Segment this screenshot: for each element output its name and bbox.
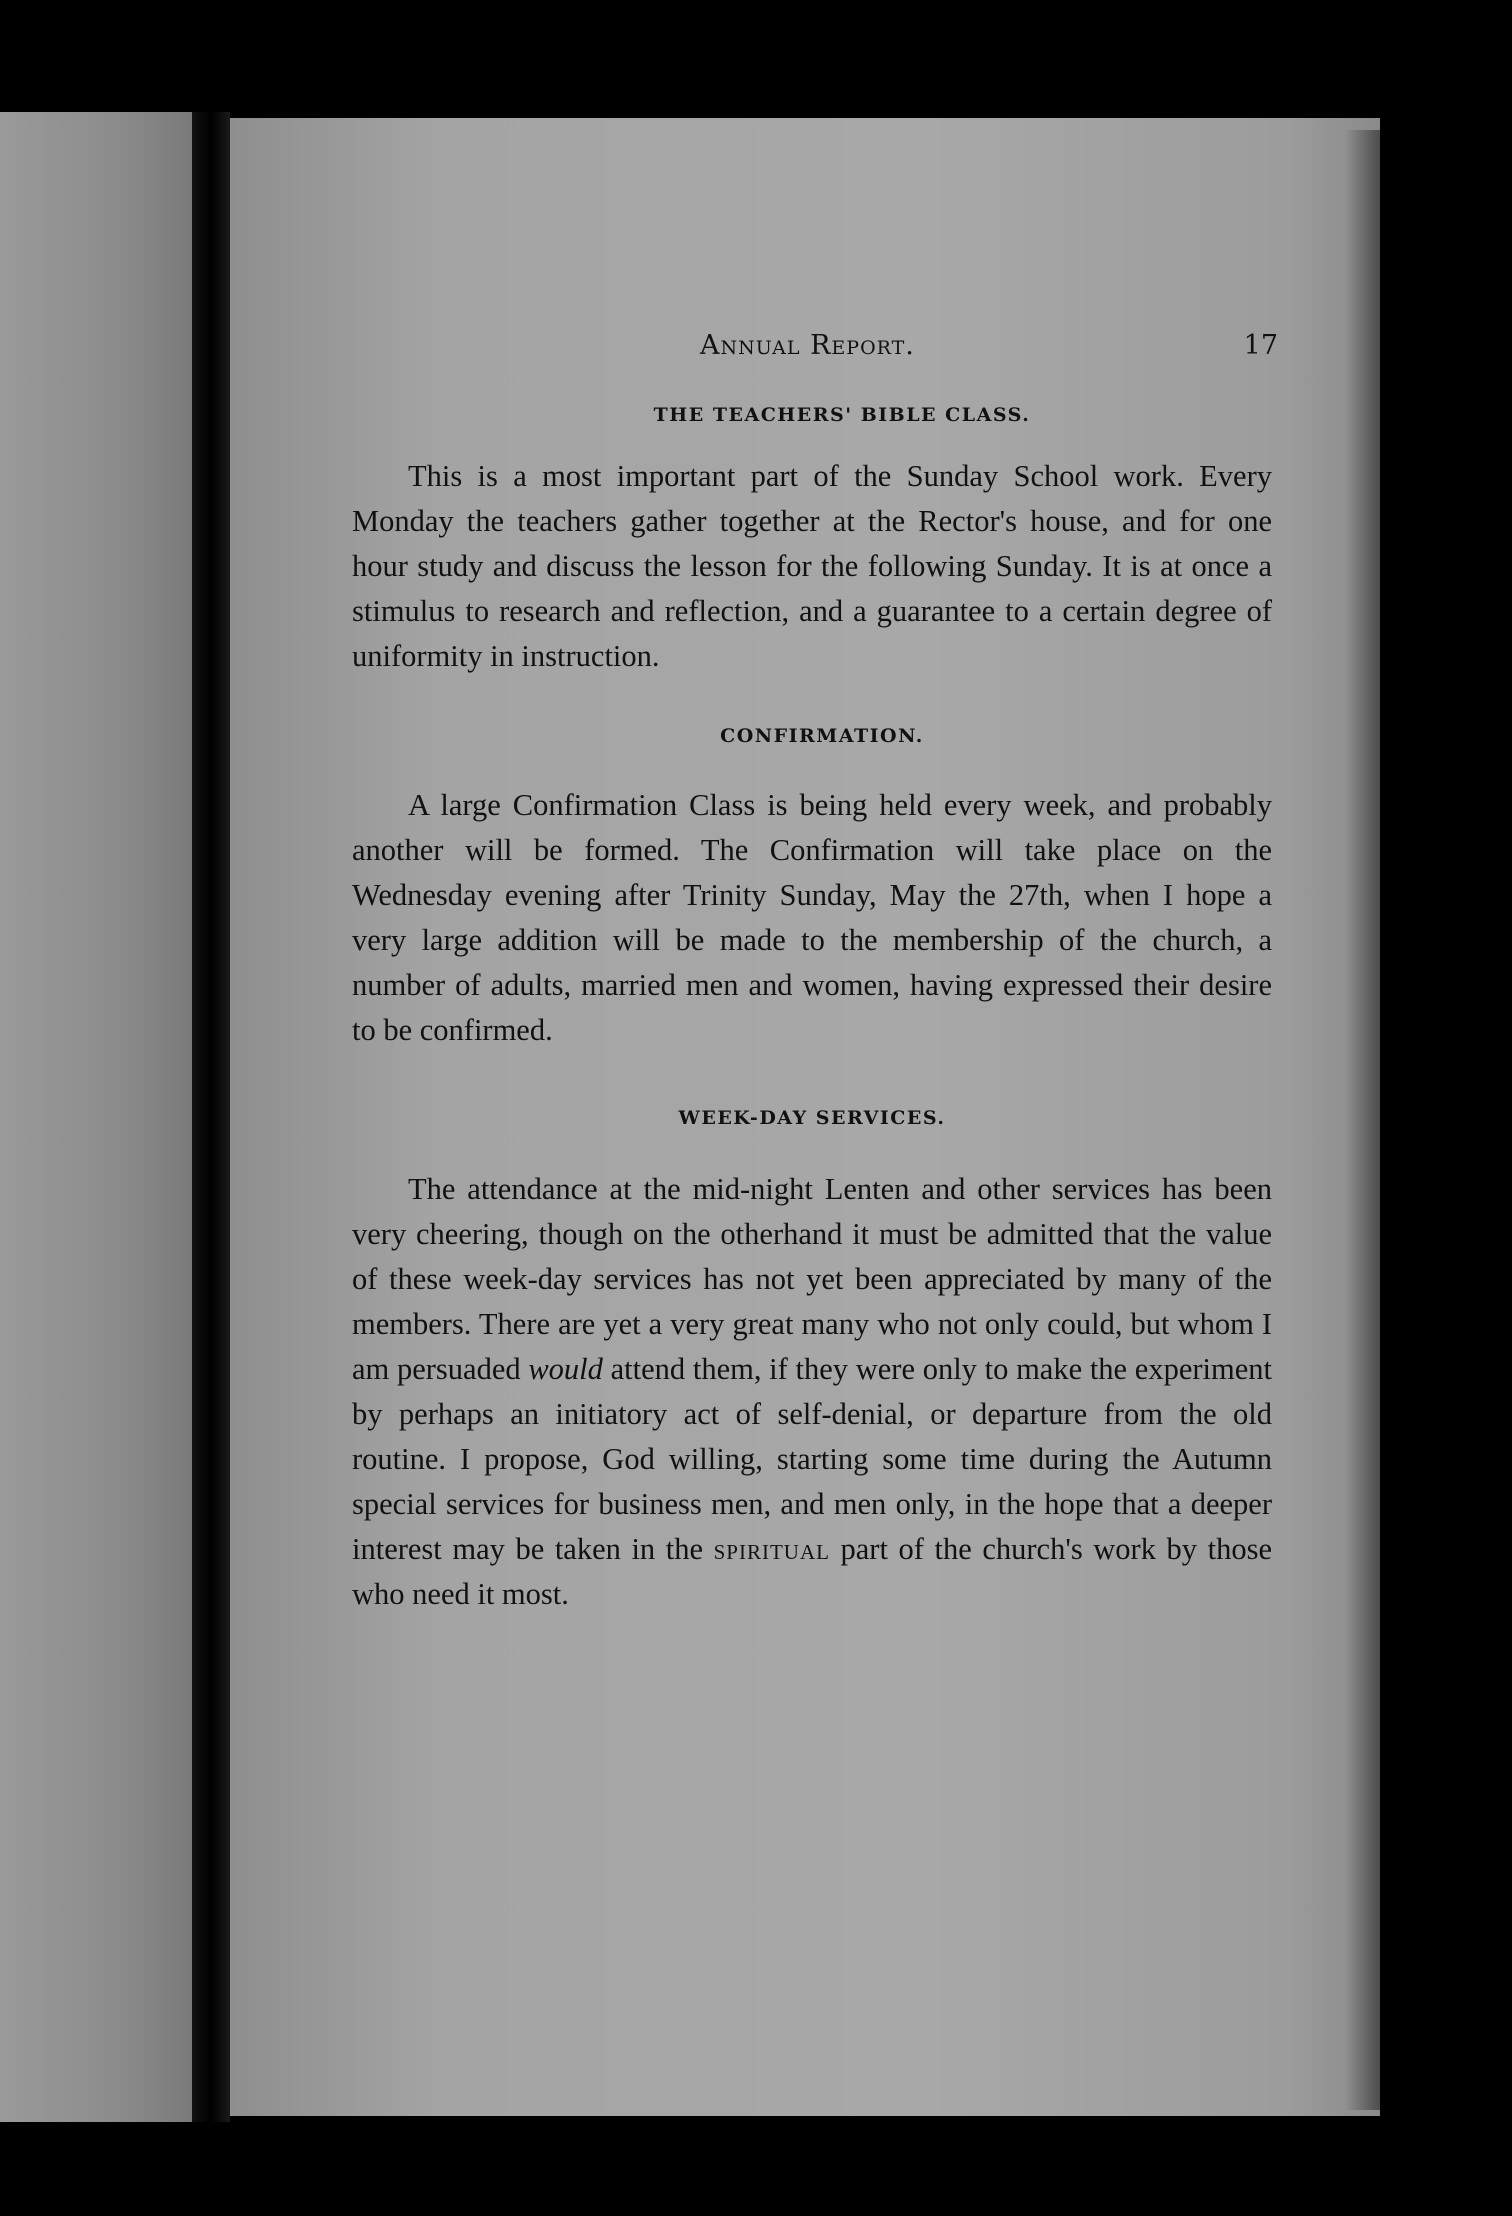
- book-gutter: [192, 112, 230, 2122]
- section-heading-teachers-bible-class: THE TEACHERS' BIBLE CLASS.: [653, 404, 1031, 426]
- running-title: Annual Report.: [700, 330, 915, 361]
- running-header: [352, 330, 1278, 374]
- facing-page-edge: [0, 112, 192, 2122]
- page-number: 17: [1243, 330, 1278, 361]
- page-content: [352, 330, 1278, 1617]
- paragraph-week-day-services: [352, 1167, 1272, 1617]
- section-heading-confirmation: CONFIRMATION.: [720, 725, 924, 747]
- paragraph-confirmation: A large Confirmation Class is being held every week, and probably another will be formed. The Confirmation will take place on the Wednesday evening after Trinity Sunday, May the 27th, when I hope a very large addition will be made to the membership of the church, a number of adults, married men and women, having expressed their desire to be confirmed.: [352, 788, 1272, 1047]
- section-heading-week-day-services: WEEK-DAY SERVICES.: [678, 1107, 946, 1129]
- emphasis-would: would: [528, 1352, 603, 1386]
- paragraph-text-part: The attendance at the mid-night Lenten and other services has been very cheering, though on the otherhand it must be admitted that the value of these week-day services has not yet been appreciated by many of the members. There are yet a very great many who not only could, but whom I am persuaded: [352, 1172, 1272, 1386]
- emphasis-spiritual: spiritual: [713, 1532, 830, 1566]
- paragraph-teachers-bible-class: This is a most important part of the Sunday School work. Every Monday the teachers gather together at the Rector's house, and for one hour study and discuss the lesson for the following Sunday. It is at once a stimulus to research and reflection, and a guarantee to a certain degree of uniformity in instruction.: [352, 459, 1272, 673]
- paragraph-text-part: attend them, if they were only to make the experiment by perhaps an initiatory act of self-denial, or departure from the old routine. I propose, God willing, starting some time during the Autumn special services for business men, and men only, in the hope that a deeper interest may be taken in the: [352, 1352, 1272, 1566]
- paragraph-text-part: part of the church's work by those who need it most.: [352, 1532, 1272, 1611]
- page-edge-shadow: [1345, 130, 1380, 2110]
